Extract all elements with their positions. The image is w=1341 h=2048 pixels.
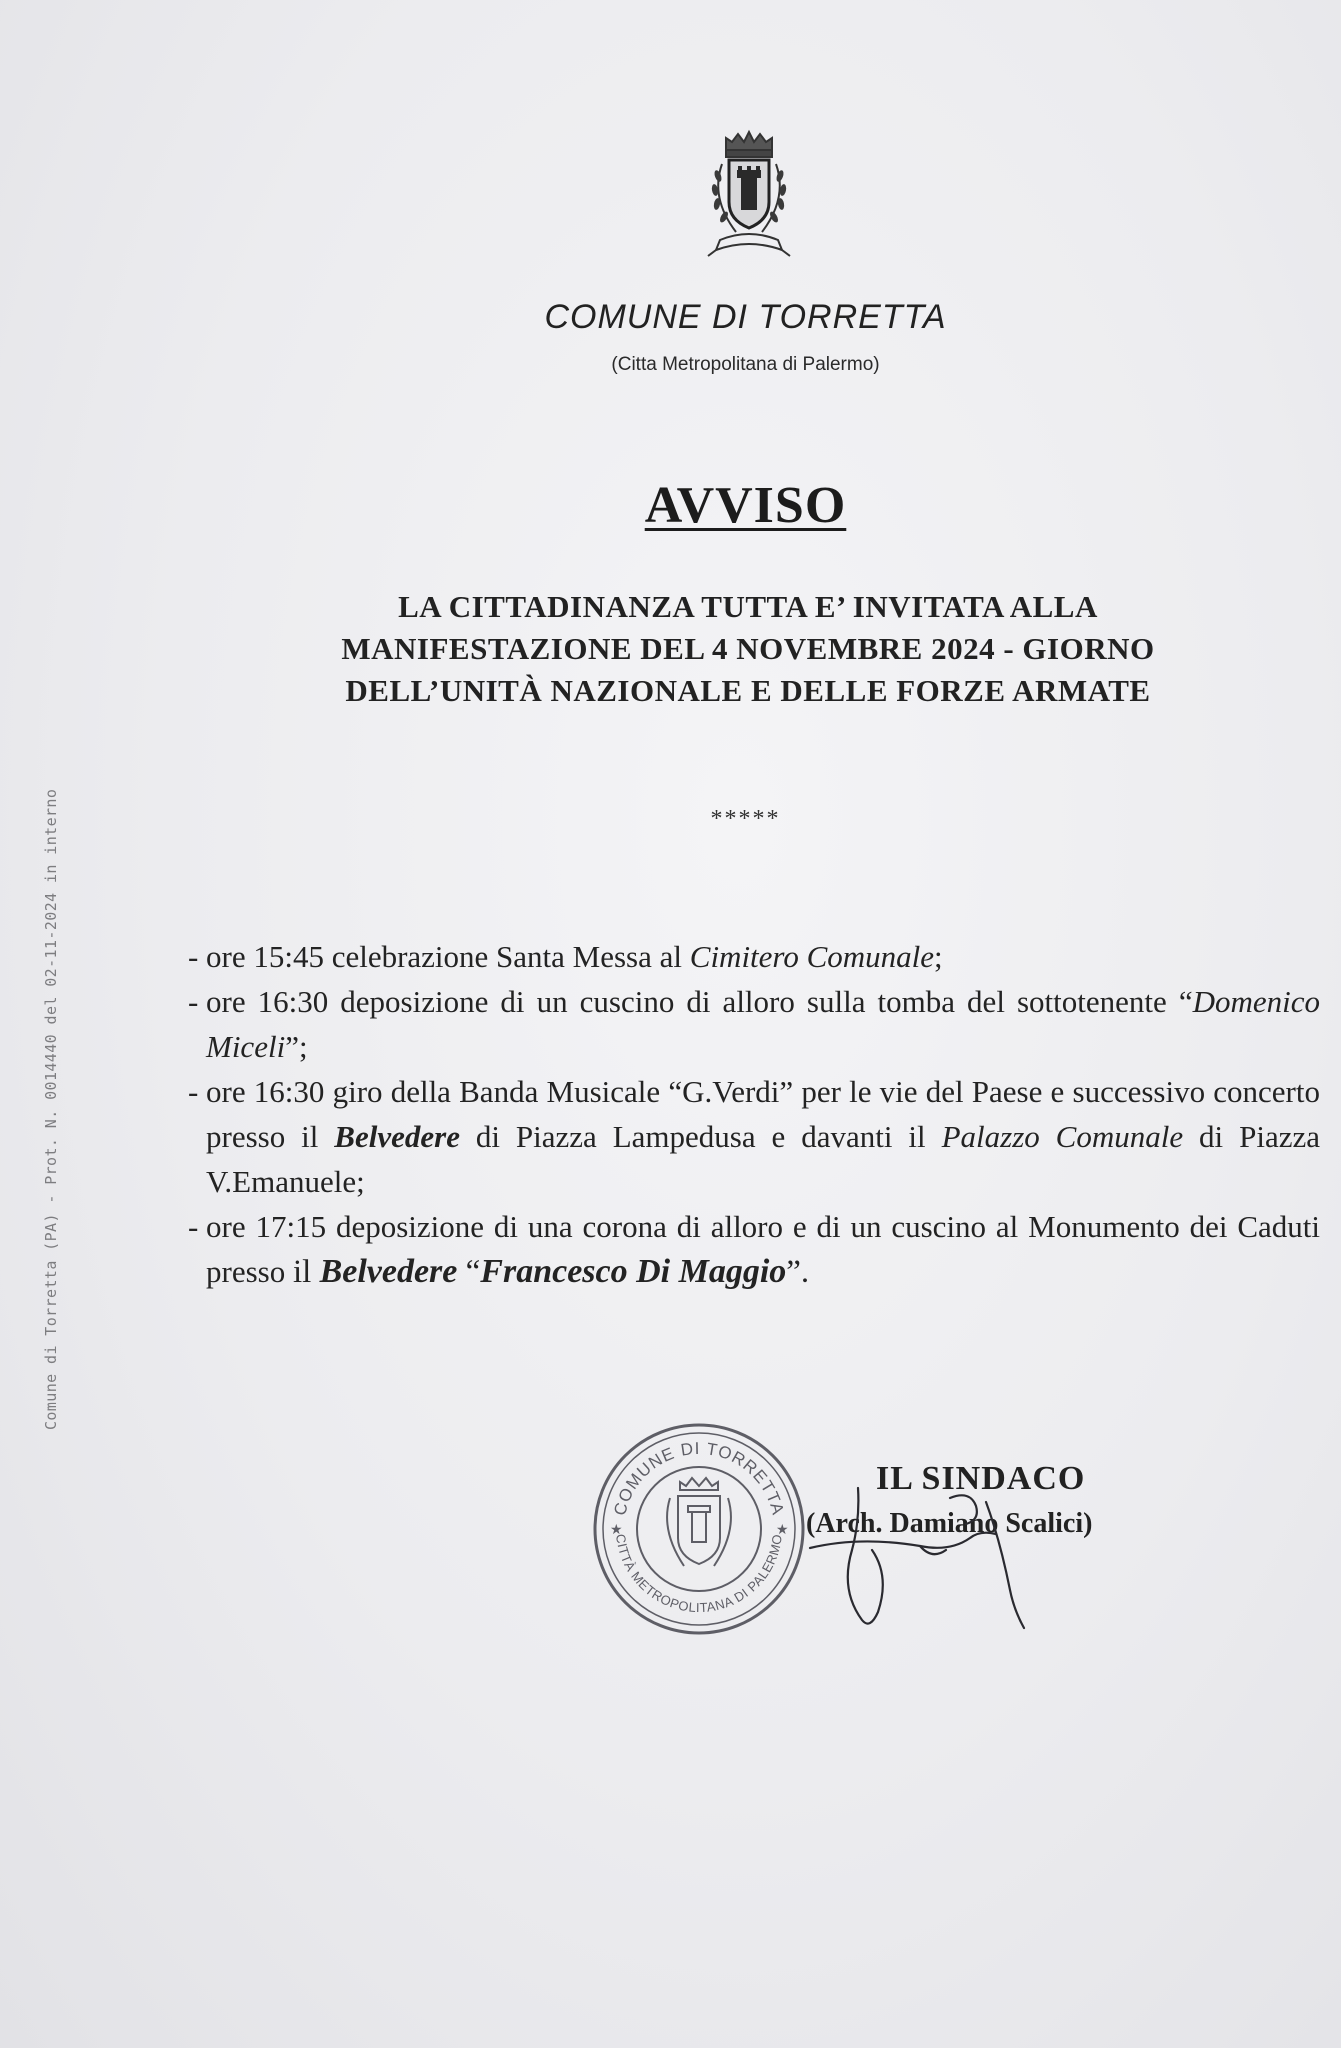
svg-text:★: ★ [776, 1521, 789, 1537]
headline [222, 586, 1274, 712]
item-dash: - [188, 984, 199, 1019]
item-text: ore 16:30 deposizione di un cuscino di alloro sulla tomba del sottotenente “ [206, 984, 1193, 1019]
item-place: Francesco Di Maggio [480, 1253, 787, 1290]
headline-line: LA CITTADINANZA TUTTA E’ INVITATA ALLA [398, 589, 1098, 624]
svg-text:CITTÀ METROPOLITANA DI PALERMO: CITTÀ METROPOLITANA DI PALERMO [613, 1533, 785, 1616]
item-text: ore 15:45 celebrazione Santa Messa al [206, 939, 690, 974]
item-place: Cimitero Comunale [689, 939, 935, 974]
item-text: ore 17:15 deposizione di una corona di alloro e di un cuscino al Monumento dei Caduti presso [206, 1209, 1320, 1289]
svg-text:COMUNE DI TORRETTA: COMUNE DI TORRETTA [610, 1438, 788, 1518]
separator: ***** [710, 806, 781, 832]
svg-text:★: ★ [610, 1521, 623, 1537]
item-text: di Piazza Lampedusa e davanti il [459, 1119, 942, 1154]
list-item [188, 1204, 1320, 1295]
item-text: ”; [285, 1029, 308, 1064]
item-text: ”. [786, 1254, 810, 1290]
item-text: il [292, 1254, 320, 1290]
signatory-title: IL SINDACO [876, 1460, 1086, 1497]
list-item [188, 1069, 1320, 1204]
item-dash: - [188, 939, 199, 974]
item-text: di Piazza V.Emanuele; [206, 1119, 1320, 1199]
metropolitan-city: (Citta Metropolitana di Palermo) [611, 354, 880, 375]
page-title: AVVISO [644, 477, 847, 534]
municipality-name: COMUNE DI TORRETTA [544, 298, 947, 336]
item-person: Domenico Miceli [206, 984, 1320, 1064]
item-place: Palazzo Comunale [941, 1119, 1184, 1154]
list-item [188, 979, 1320, 1069]
municipal-crest-icon [696, 128, 802, 264]
item-text: ; [934, 939, 943, 974]
headline-line: MANIFESTAZIONE DEL 4 NOVEMBRE 2024 - GIORNO [341, 631, 1155, 666]
item-place: Belvedere [334, 1119, 460, 1154]
protocol-margin-note: Comune di Torretta (PA) - Prot. N. 0014440 del 02-11-2024 in interno [42, 788, 60, 1430]
program-list [188, 934, 1320, 1295]
official-stamp [588, 1418, 810, 1640]
item-dash: - [188, 1209, 199, 1244]
item-place: Belvedere [319, 1253, 458, 1290]
item-dash: - [188, 1074, 199, 1109]
item-text: ore 16:30 giro della Banda Musicale “G.Verdi” per le vie del Paese e successivo concerto presso il [206, 1074, 1320, 1154]
item-text: “ [457, 1254, 481, 1290]
handwritten-signature [800, 1480, 1100, 1640]
headline-line: DELL’UNITÀ NAZIONALE E DELLE FORZE ARMATE [345, 673, 1151, 708]
signatory-name: (Arch. Damiano Scalici) [806, 1508, 1093, 1539]
list-item [188, 934, 1320, 979]
